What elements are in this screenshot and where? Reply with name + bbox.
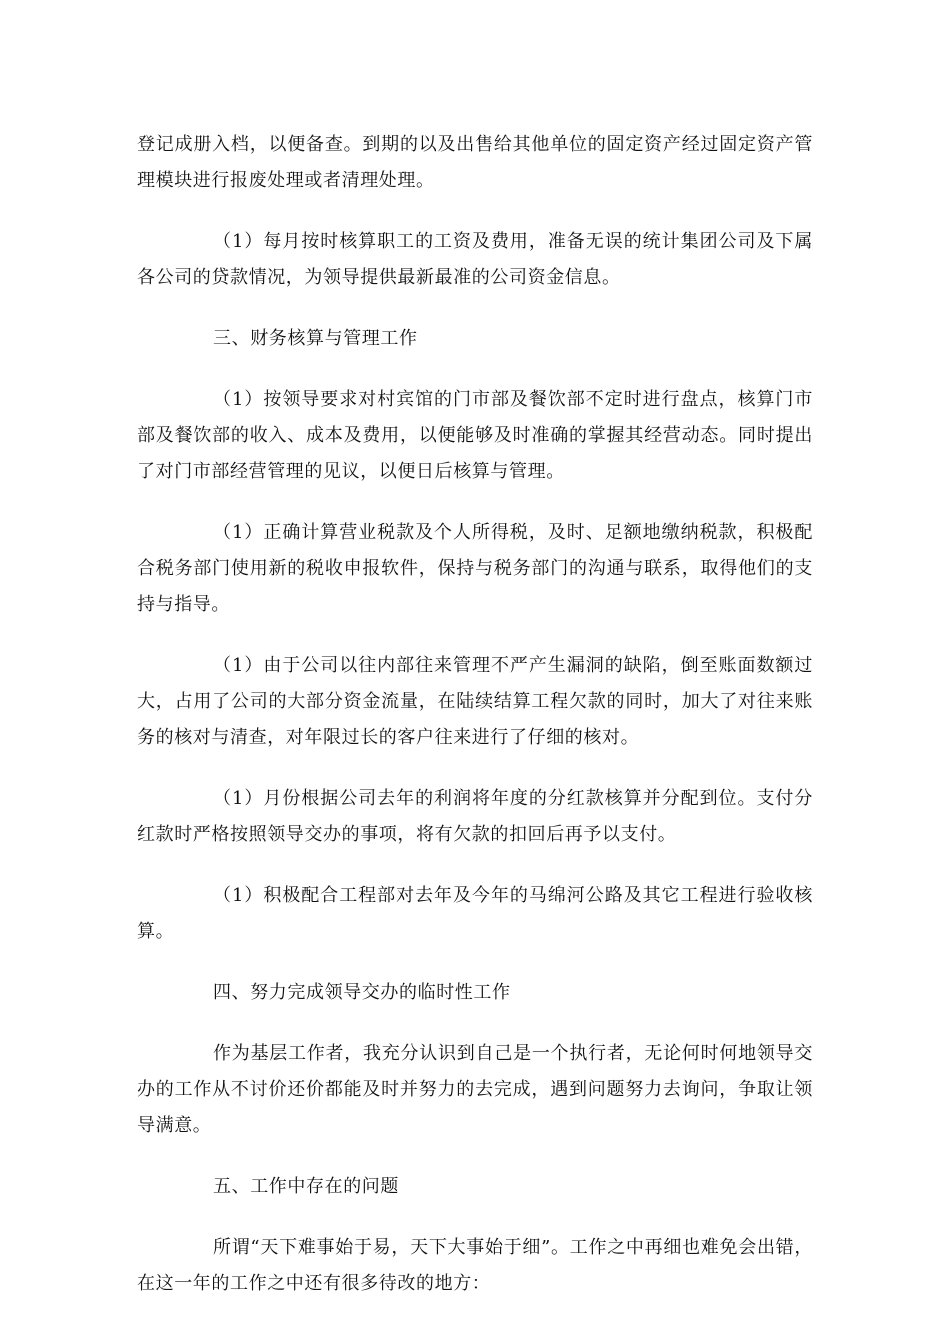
paragraph-dividend-distribution: （1）月份根据公司去年的利润将年度的分红款核算并分配到位。支付分红款时严格按照领导交办的事项，将有欠款的扣回后再予以支付。 [137, 788, 813, 845]
section-heading-financial-accounting: 三、财务核算与管理工作 [213, 328, 418, 349]
paragraph-salary-accounting: （1）每月按时核算职工的工资及费用，准备无误的统计集团公司及下属各公司的贷款情况，为领导提供最新最准的公司资金信息。 [137, 231, 813, 288]
section-heading-existing-problems: 五、工作中存在的问题 [213, 1176, 399, 1197]
section-heading-temporary-tasks: 四、努力完成领导交办的临时性工作 [213, 982, 511, 1003]
paragraph-project-acceptance: （1）积极配合工程部对去年及今年的马绵河公路及其它工程进行验收核算。 [137, 885, 813, 942]
paragraph-asset-registration: 登记成册入档，以便备查。到期的以及出售给其他单位的固定资产经过固定资产管理模块进行报废处理或者清理处理。 [137, 134, 813, 191]
paragraph-account-reconciliation: （1）由于公司以往内部往来管理不严产生漏洞的缺陷，倒至账面数额过大，占用了公司的大部分资金流量，在陆续结算工程欠款的同时，加大了对往来账务的核对与清查，对年限过长的客户往来进行了仔细的核对。 [137, 655, 813, 748]
paragraph-executor-attitude: 作为基层工作者，我充分认识到自己是一个执行者，无论何时何地领导交办的工作从不讨价还价都能及时并努力的去完成，遇到问题努力去询问，争取让领导满意。 [137, 1043, 813, 1136]
paragraph-inventory-check: （1）按领导要求对村宾馆的门市部及餐饮部不定时进行盘点，核算门市部及餐饮部的收入、成本及费用，以便能够及时准确的掌握其经营动态。同时提出了对门市部经营管理的见议，以便日后核算与管理。 [137, 389, 813, 482]
paragraph-details-matter: 所谓“天下难事始于易，天下大事始于细”。工作之中再细也难免会出错，在这一年的工作之中还有很多待改的地方： [137, 1237, 813, 1294]
paragraph-tax-payment: （1）正确计算营业税款及个人所得税，及时、足额地缴纳税款，积极配合税务部门使用新的税收申报软件，保持与税务部门的沟通与联系，取得他们的支持与指导。 [137, 522, 813, 615]
document-body [137, 127, 813, 1327]
